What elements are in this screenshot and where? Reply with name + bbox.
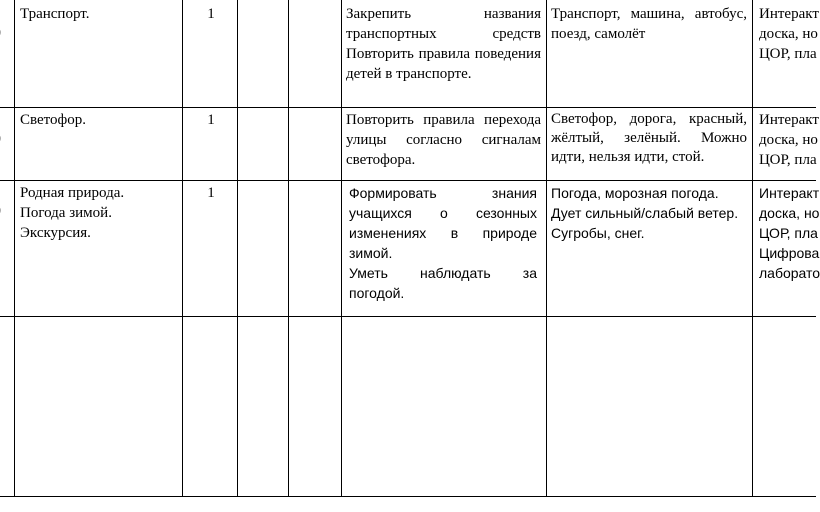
table-border <box>0 107 816 108</box>
table-border <box>0 180 816 181</box>
table-border <box>237 0 238 497</box>
equipment-line: ЦОР, пла <box>759 225 818 241</box>
equipment-line: Цифрова <box>759 245 820 261</box>
topic-line: Экскурсия. <box>20 225 91 241</box>
hours-cell: 1 <box>207 6 215 22</box>
vocabulary-cell: Транспорт, машина, автобус, поезд, самолёт <box>551 6 747 42</box>
equipment-line: лаборато <box>759 265 820 281</box>
goals-cell: Закрепить названия транспортных средств Повторить правила поведения детей в транспорте. <box>346 6 541 82</box>
hours-cell: 1 <box>207 112 215 128</box>
topic-cell <box>20 183 178 243</box>
table-border <box>341 0 342 497</box>
equipment-line: Интеракт <box>759 185 820 201</box>
vocabulary-line: Сугробы, снег. <box>551 225 645 241</box>
table-border <box>0 496 816 497</box>
vocabulary-line: Дует сильный/слабый ветер. <box>551 205 739 221</box>
row-number <box>0 22 12 42</box>
vocabulary-line: Погода, морозная погода. <box>551 185 719 201</box>
goals-paragraph: Уметь наблюдать за погодой. <box>349 265 537 301</box>
equipment-line: ЦОР, пла <box>759 152 817 168</box>
equipment-line: ЦОР, пла <box>759 46 817 62</box>
equipment-line: Интеракт <box>759 6 819 22</box>
table-border <box>546 0 547 497</box>
equipment-line: Интеракт <box>759 112 819 128</box>
table-border <box>752 0 753 497</box>
topic-cell: Транспорт. <box>20 6 90 22</box>
equipment-cell <box>759 110 819 170</box>
goals-cell: Повторить правила перехода улицы согласно сигналам светофора. <box>346 112 541 168</box>
hours-cell: 1 <box>207 185 215 201</box>
topic-line: Родная природа. <box>20 185 125 201</box>
table-border <box>182 0 183 497</box>
equipment-line: доска, но <box>759 132 818 148</box>
vocabulary-cell <box>551 183 749 243</box>
equipment-cell <box>759 4 819 64</box>
equipment-cell <box>759 183 820 283</box>
equipment-line: доска, но <box>759 205 820 221</box>
equipment-line: доска, но <box>759 26 818 42</box>
topic-cell: Светофор. <box>20 112 86 128</box>
table-border <box>288 0 289 497</box>
row-number <box>0 128 12 148</box>
table-border <box>0 316 816 317</box>
table-border <box>14 0 15 497</box>
vocabulary-cell: Светофор, дорога, красный, жёлтый, зелёный. Можно идти, нельзя идти, стой. <box>551 111 747 165</box>
row-number <box>0 200 12 220</box>
topic-line: Погода зимой. <box>20 205 112 221</box>
goals-paragraph: Формировать знания учащихся о сезонных изменениях в природе зимой. <box>349 185 537 261</box>
goals-cell <box>349 183 537 303</box>
